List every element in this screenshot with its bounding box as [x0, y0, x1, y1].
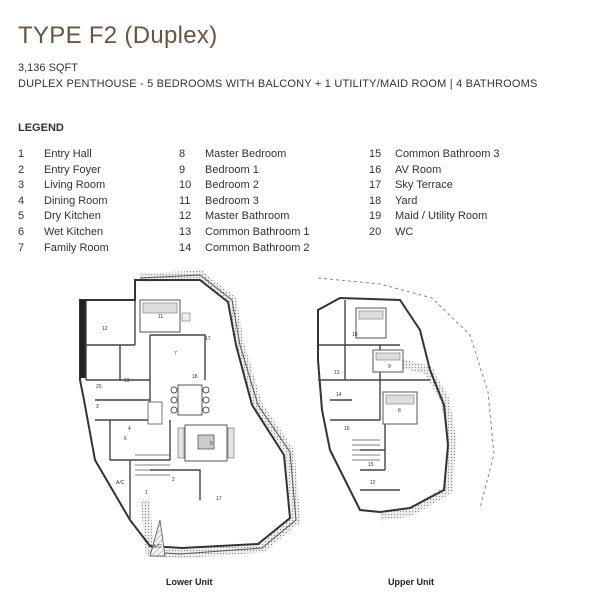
upper-unit-label: Upper Unit: [388, 577, 434, 587]
upper-room-label: 8: [398, 408, 401, 414]
lower-room-label: 17: [216, 496, 222, 502]
legend-label: Common Bathroom 1: [205, 225, 310, 238]
legend-number: 17: [369, 179, 382, 192]
legend-item: [369, 210, 500, 226]
legend-item: [18, 148, 109, 164]
watermark-text: PropertyGuru: [475, 331, 566, 349]
legend-number: 19: [369, 210, 382, 223]
legend-number: 14: [179, 241, 192, 254]
upper-room-label: 10: [352, 332, 358, 338]
lower-room-label: 20: [96, 384, 102, 390]
watermark: [445, 328, 565, 352]
legend-item: [369, 148, 500, 164]
legend-number: 1: [18, 148, 25, 160]
legend-item: [179, 210, 310, 226]
upper-room-label: 9: [388, 364, 391, 370]
legend-item: [18, 242, 109, 258]
unit-area: 3,136 SQFT: [18, 62, 78, 74]
legend-number: 5: [18, 210, 25, 223]
lower-room-label: 4: [128, 426, 131, 432]
legend-item: [369, 226, 500, 242]
upper-room-label: 14: [336, 392, 342, 398]
lower-room-label: 11: [158, 314, 164, 320]
legend-number: 13: [179, 225, 192, 238]
legend-item: [179, 195, 310, 211]
legend-label: Living Room: [44, 179, 106, 192]
legend-number: 6: [18, 225, 25, 238]
legend-item: [179, 179, 310, 195]
legend-item: [18, 195, 109, 211]
legend-item: [369, 195, 500, 211]
legend-item: [18, 179, 109, 195]
legend-number: 11: [179, 194, 191, 207]
legend-item: [18, 164, 109, 180]
legend-number: 4: [18, 194, 25, 207]
lower-room-label: 17: [205, 336, 211, 342]
legend-label: Entry Foyer: [44, 163, 101, 176]
lower-room-label: 19: [124, 378, 130, 384]
legend-label: Bedroom 1: [205, 163, 259, 176]
legend-number: 7: [18, 241, 25, 254]
legend-number: 8: [179, 148, 186, 160]
legend-item: [179, 164, 310, 180]
legend-heading: LEGEND: [18, 122, 64, 134]
legend-column-2: [179, 148, 310, 257]
lower-room-label: 12: [102, 326, 108, 332]
lower-room-label: 5: [210, 441, 213, 447]
lower-room-label: 2: [172, 477, 175, 483]
legend-label: Yard: [395, 194, 418, 207]
floor-plans-drawing: [0, 270, 600, 570]
legend-item: [369, 179, 500, 195]
legend-label: Master Bathroom: [205, 210, 290, 223]
legend-number: 2: [18, 163, 25, 176]
legend-number: 15: [369, 148, 382, 160]
lower-room-label: 18: [192, 374, 198, 380]
legend-item: [179, 226, 310, 242]
legend-label: Dining Room: [44, 194, 108, 207]
legend-number: 16: [369, 163, 382, 176]
lower-room-label: 3: [96, 404, 99, 410]
legend-label: Bedroom 3: [205, 194, 259, 207]
lower-room-label: 7: [174, 351, 177, 357]
legend-column-1: [18, 148, 109, 257]
upper-room-label: 12: [370, 480, 376, 486]
legend-number: 18: [369, 194, 382, 207]
legend-number: 9: [179, 163, 186, 176]
unit-description: DUPLEX PENTHOUSE - 5 BEDROOMS WITH BALCONY + 1 UTILITY/MAID ROOM | 4 BATHROOMS: [18, 78, 538, 90]
legend-label: Family Room: [44, 241, 109, 254]
legend-item: [18, 226, 109, 242]
legend-label: Dry Kitchen: [44, 210, 101, 223]
lower-unit-label: Lower Unit: [166, 577, 213, 587]
legend-label: Bedroom 2: [205, 179, 259, 192]
legend-label: WC: [395, 225, 414, 238]
upper-room-label: 13: [334, 370, 340, 376]
legend-column-3: [369, 148, 500, 242]
lower-room-label: 6: [124, 436, 127, 442]
legend-label: Maid / Utility Room: [395, 210, 488, 223]
legend-item: [369, 164, 500, 180]
lower-room-label: 1: [145, 490, 148, 496]
legend-label: AV Room: [395, 163, 442, 176]
legend-number: 12: [179, 210, 192, 223]
propertyguru-logo-icon: [445, 328, 469, 352]
page-title: TYPE F2 (Duplex): [18, 22, 218, 49]
upper-room-label: 16: [344, 426, 350, 432]
legend-number: 20: [369, 225, 382, 238]
legend-item: [18, 210, 109, 226]
legend-label: Common Bathroom 2: [205, 241, 310, 254]
legend-item: [179, 148, 310, 164]
legend-label: Entry Hall: [44, 148, 92, 160]
legend-item: [179, 242, 310, 258]
legend-label: Sky Terrace: [395, 179, 453, 192]
lower-room-label: A/C: [153, 544, 162, 550]
legend-label: Master Bedroom: [205, 148, 287, 160]
upper-room-label: 15: [368, 462, 374, 468]
legend-number: 10: [179, 179, 192, 192]
legend-label: Common Bathroom 3: [395, 148, 500, 160]
lower-room-label: A/C: [116, 480, 125, 486]
legend-label: Wet Kitchen: [44, 225, 104, 238]
legend-number: 3: [18, 179, 25, 192]
